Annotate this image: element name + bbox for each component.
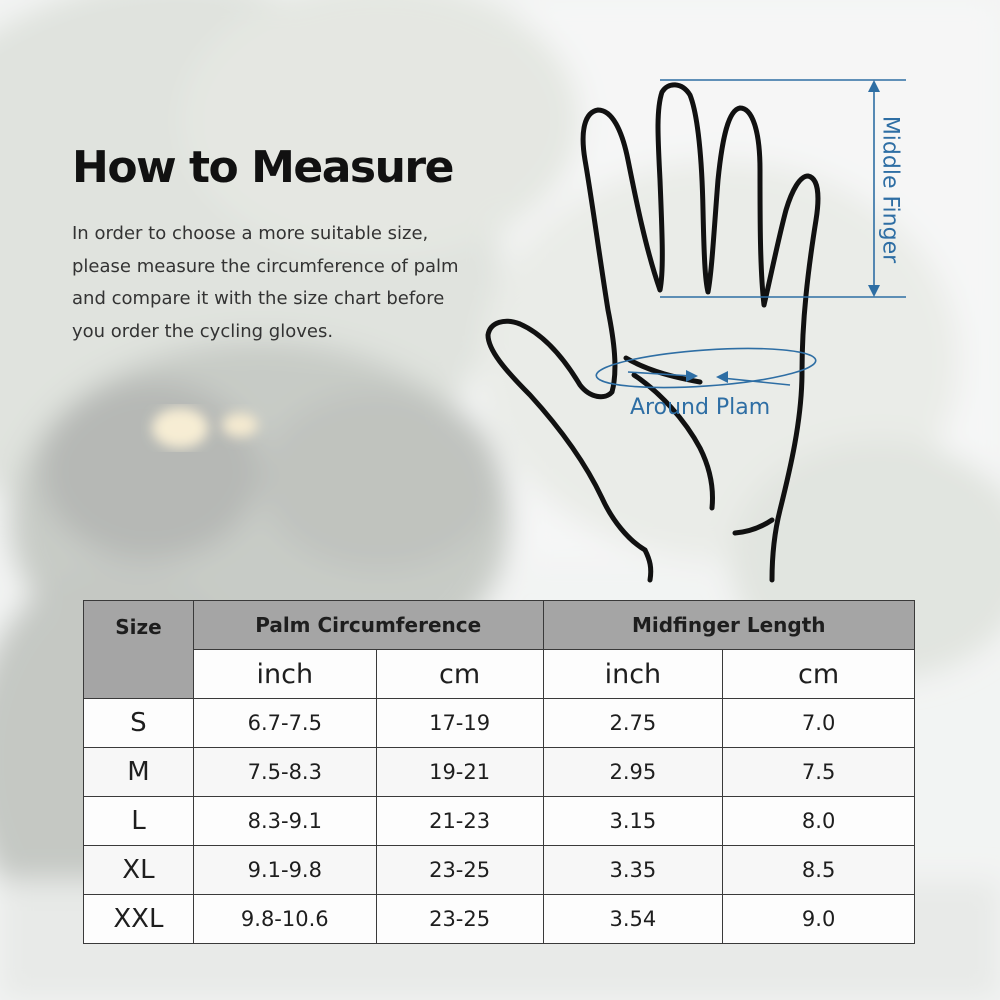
- palm-circumference-ring: [595, 342, 817, 393]
- midfinger-length-header: Midfinger Length: [543, 601, 915, 650]
- palm-circumference-header: Palm Circumference: [193, 601, 543, 650]
- size-header: Size: [84, 601, 194, 699]
- size-cell: XL: [84, 846, 194, 895]
- palm-inch-cell: 6.7-7.5: [193, 699, 376, 748]
- palm-cm-cell: 23-25: [376, 846, 543, 895]
- unit-label: inch: [193, 650, 376, 699]
- palm-cm-cell: 21-23: [376, 797, 543, 846]
- midfinger-cm-cell: 8.0: [723, 797, 915, 846]
- midfinger-inch-cell: 2.75: [543, 699, 723, 748]
- palm-cm-cell: 19-21: [376, 748, 543, 797]
- midfinger-cm-cell: 7.0: [723, 699, 915, 748]
- page-title: How to Measure: [72, 142, 453, 193]
- arrow-left-icon: [716, 371, 728, 383]
- palm-inch-cell: 9.1-9.8: [193, 846, 376, 895]
- table-row: [84, 748, 915, 797]
- middle-finger-label: Middle Finger: [877, 115, 903, 264]
- table-row: [84, 699, 915, 748]
- size-cell: S: [84, 699, 194, 748]
- intro-line: you order the cycling gloves.: [72, 320, 334, 342]
- size-cell: L: [84, 797, 194, 846]
- unit-label: cm: [376, 650, 543, 699]
- wrist-line: [645, 550, 651, 580]
- midfinger-cm-cell: 7.5: [723, 748, 915, 797]
- size-chart-table: [83, 600, 915, 944]
- palm-inch-cell: 7.5-8.3: [193, 748, 376, 797]
- table-row: [84, 797, 915, 846]
- intro-line: and compare it with the size chart before: [72, 288, 445, 309]
- midfinger-inch-cell: 3.35: [543, 846, 723, 895]
- midfinger-inch-cell: 3.15: [543, 797, 723, 846]
- around-palm-label: Around Plam: [630, 395, 771, 420]
- intro-line: In order to choose a more suitable size,: [72, 223, 429, 244]
- table-row: [84, 895, 915, 944]
- table-header-row: [84, 601, 915, 650]
- wrist-line: [735, 520, 772, 533]
- table-row: [84, 846, 915, 895]
- intro-line: please measure the circumference of palm: [72, 255, 459, 277]
- palm-inch-cell: 8.3-9.1: [193, 797, 376, 846]
- size-cell: XXL: [84, 895, 194, 944]
- size-cell: M: [84, 748, 194, 797]
- palm-inch-cell: 9.8-10.6: [193, 895, 376, 944]
- hand-outline: [488, 85, 818, 580]
- palm-cm-cell: 23-25: [376, 895, 543, 944]
- unit-label: inch: [543, 650, 723, 699]
- midfinger-inch-cell: 3.54: [543, 895, 723, 944]
- unit-label: cm: [723, 650, 915, 699]
- midfinger-cm-cell: 8.5: [723, 846, 915, 895]
- midfinger-cm-cell: 9.0: [723, 895, 915, 944]
- midfinger-inch-cell: 2.95: [543, 748, 723, 797]
- palm-cm-cell: 17-19: [376, 699, 543, 748]
- units-row: [84, 650, 915, 699]
